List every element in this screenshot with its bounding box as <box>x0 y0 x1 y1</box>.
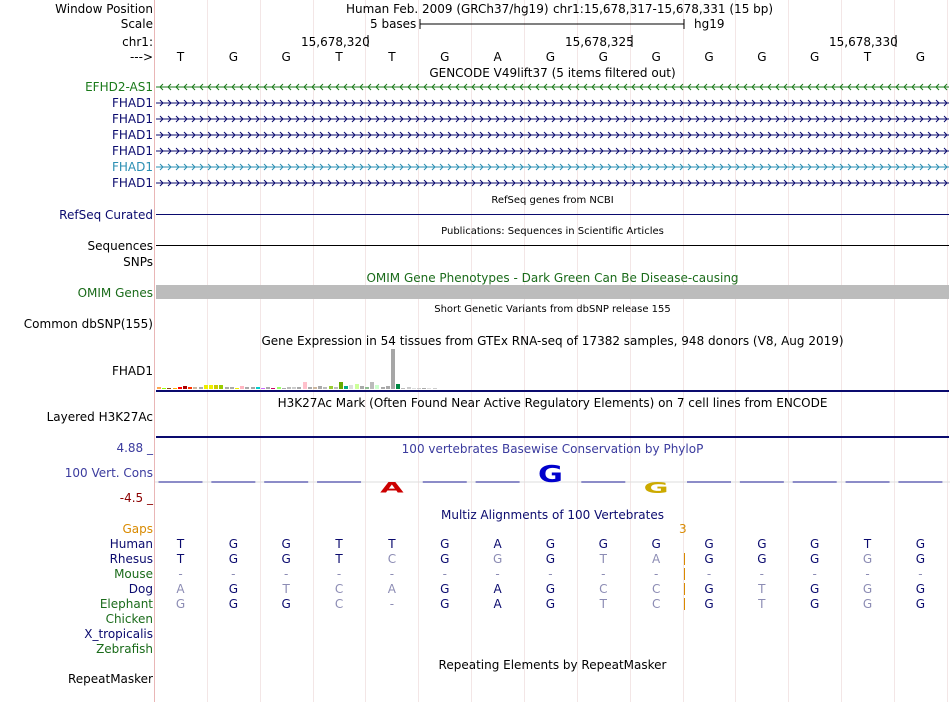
gtex-tissue-bar[interactable] <box>162 388 166 389</box>
gtex-track-title[interactable]: Gene Expression in 54 tissues from GTEx RNA-seq of 17382 samples, 948 donors (V8, Aug 2019) <box>261 334 844 348</box>
gtex-tissue-bar[interactable] <box>271 388 275 389</box>
alignment-base: G <box>228 597 238 611</box>
reference-base: T <box>388 50 396 64</box>
multiz-track-title[interactable]: Multiz Alignments of 100 Vertebrates <box>440 508 665 522</box>
gencode-transcript-line[interactable] <box>156 162 949 172</box>
window-position-label: Window Position <box>55 2 153 16</box>
gencode-item-label[interactable]: FHAD1 <box>111 144 153 158</box>
gtex-track-label[interactable]: FHAD1 <box>111 364 153 378</box>
h3k27ac-track-label[interactable]: Layered H3K27Ac <box>46 410 153 424</box>
alignment-base: - <box>812 567 817 581</box>
gtex-tissue-bar[interactable] <box>360 386 364 389</box>
alignment-base: - <box>918 567 923 581</box>
gtex-tissue-bar[interactable] <box>287 387 291 389</box>
alignment-base: G <box>862 552 873 566</box>
gtex-tissue-bar[interactable] <box>157 387 161 389</box>
gtex-tissue-bar[interactable] <box>313 387 317 389</box>
gtex-tissue-bar[interactable] <box>355 384 359 389</box>
gtex-tissue-bar[interactable] <box>183 386 187 389</box>
alignment-base: C <box>334 597 344 611</box>
gtex-tissue-bar[interactable] <box>214 385 218 389</box>
alignment-base: G <box>810 537 820 551</box>
alignment-base: G <box>545 537 556 551</box>
alignment-base: G <box>704 537 714 551</box>
phylop-score-mark[interactable] <box>264 481 308 483</box>
gtex-tissue-bar[interactable] <box>396 384 400 389</box>
gtex-tissue-bar[interactable] <box>433 388 437 389</box>
reference-base: G <box>810 50 820 64</box>
alignment-base: T <box>599 552 607 566</box>
species-label[interactable]: Human <box>109 537 153 551</box>
alignment-base: G <box>440 537 450 551</box>
insertion-marker <box>684 598 685 610</box>
gencode-item-label[interactable]: FHAD1 <box>111 112 153 126</box>
gtex-tissue-bar[interactable] <box>199 387 203 389</box>
insertion-marker <box>684 583 685 595</box>
repeatmasker-track-title[interactable]: Repeating Elements by RepeatMasker <box>438 658 667 672</box>
position-readout: chr1:15,678,317-15,678,331 (15 bp) <box>553 2 774 16</box>
gencode-transcript-line[interactable] <box>156 146 949 156</box>
reference-base: T <box>863 50 872 64</box>
alignment-base: - <box>389 567 395 581</box>
gtex-tissue-bar[interactable] <box>245 387 249 389</box>
gencode-track-title[interactable]: GENCODE V49lift37 (5 items filtered out) <box>429 66 676 80</box>
alignment-base: G <box>545 582 556 596</box>
alignment-base: - <box>336 567 342 581</box>
alignment-base: C <box>334 582 344 596</box>
gencode-item-label[interactable]: EFHD2-AS1 <box>85 80 153 94</box>
alignment-base: G <box>704 552 714 566</box>
insertion-marker <box>684 568 685 580</box>
phylop-conservation-plot[interactable] <box>155 452 950 512</box>
species-label[interactable]: Mouse <box>114 567 153 581</box>
species-label[interactable]: Zebrafish <box>96 642 153 656</box>
alignment-base: A <box>493 582 502 596</box>
gtex-tissue-bar[interactable] <box>167 388 171 389</box>
alignment-base: C <box>651 597 661 611</box>
publications-track-label[interactable]: Sequences <box>87 239 153 253</box>
snps-track-label[interactable]: SNPs <box>123 255 153 269</box>
species-label[interactable]: X_tropicalis <box>84 627 153 641</box>
gtex-tissue-bar[interactable] <box>188 387 192 389</box>
gtex-tissue-bar[interactable] <box>417 388 421 389</box>
alignment-base: G <box>757 552 767 566</box>
phylop-score-mark[interactable] <box>898 481 942 483</box>
alignment-base: C <box>599 582 608 596</box>
alignment-base: T <box>335 537 343 551</box>
alignment-base: G <box>281 552 291 566</box>
phylop-score-mark[interactable]: A <box>380 479 404 496</box>
alignment-base: G <box>810 597 820 611</box>
alignment-base: G <box>440 597 450 611</box>
gtex-tissue-bar[interactable] <box>349 385 353 389</box>
alignment-base: - <box>601 567 606 581</box>
alignment-base: A <box>493 537 502 551</box>
dbsnp-track-label[interactable]: Common dbSNP(155) <box>23 317 153 331</box>
reference-base: G <box>704 50 714 64</box>
phylop-track-title[interactable]: 100 vertebrates Basewise Conservation by PhyloP <box>401 442 704 456</box>
omim-gene-bar[interactable] <box>156 285 949 299</box>
gencode-item-label[interactable]: FHAD1 <box>111 160 153 174</box>
alignment-base: T <box>758 582 766 596</box>
h3k27ac-signal-line <box>156 436 949 438</box>
phylop-score-mark[interactable]: G <box>537 461 563 488</box>
gtex-tissue-bar[interactable] <box>365 387 369 389</box>
gaps-label: Gaps <box>122 522 153 536</box>
gtex-tissue-bar[interactable] <box>401 388 405 389</box>
h3k27ac-track-title[interactable]: H3K27Ac Mark (Often Found Near Active Regulatory Elements) on 7 cell lines from ENCODE <box>277 396 828 410</box>
alignment-base: - <box>759 567 765 581</box>
gtex-tissue-bar[interactable] <box>381 387 385 389</box>
phylop-score-mark[interactable] <box>476 481 520 483</box>
phylop-score-mark[interactable] <box>423 481 467 483</box>
gencode-transcript-line[interactable] <box>156 178 949 188</box>
alignment-base: G <box>440 582 450 596</box>
alignment-base: G <box>915 582 926 596</box>
phylop-score-mark[interactable] <box>846 481 890 483</box>
alignment-base: T <box>176 552 185 566</box>
phylop-score-mark[interactable] <box>317 481 361 483</box>
omim-track-label[interactable]: OMIM Genes <box>77 286 153 300</box>
alignment-base: T <box>758 597 766 611</box>
alignment-base: G <box>757 537 767 551</box>
gencode-transcript-line[interactable] <box>156 130 949 140</box>
alignment-base: G <box>915 552 926 566</box>
gtex-tissue-bar[interactable] <box>256 387 260 389</box>
label-track-divider <box>154 0 155 702</box>
phylop-score-mark[interactable] <box>211 481 255 483</box>
alignment-base: C <box>651 582 661 596</box>
gtex-tissue-bar[interactable] <box>193 387 197 389</box>
alignment-base: - <box>706 567 712 581</box>
gtex-tissue-bar[interactable] <box>225 387 229 389</box>
scale-label: Scale <box>120 17 153 31</box>
reference-base: T <box>176 50 185 64</box>
alignment-base: T <box>599 597 607 611</box>
species-label[interactable]: Dog <box>128 582 153 596</box>
strand-label: ---> <box>129 50 153 64</box>
alignment-base: G <box>175 597 186 611</box>
reference-base: G <box>228 50 238 64</box>
gtex-tissue-bar[interactable] <box>292 387 296 389</box>
alignment-base: G <box>492 552 503 566</box>
alignment-base: - <box>495 567 500 581</box>
species-label[interactable]: Elephant <box>99 597 153 611</box>
omim-track-title[interactable]: OMIM Gene Phenotypes - Dark Green Can Be Disease-causing <box>366 271 739 285</box>
gtex-tissue-bar[interactable] <box>375 385 379 389</box>
phylop-score-mark[interactable] <box>687 481 731 483</box>
phylop-ymax: 4.88 _ <box>116 441 153 455</box>
alignment-base: - <box>442 567 447 581</box>
gencode-item-label[interactable]: FHAD1 <box>111 96 153 110</box>
gencode-transcript-line[interactable] <box>156 114 949 124</box>
publications-track-line <box>156 245 949 246</box>
alignment-base: - <box>284 567 289 581</box>
alignment-base: G <box>228 537 238 551</box>
gtex-tissue-bar[interactable] <box>318 386 322 389</box>
species-label[interactable]: Chicken <box>105 612 153 626</box>
gtex-tissue-bar[interactable] <box>219 385 223 389</box>
alignment-base: G <box>810 582 820 596</box>
alignment-base: G <box>704 582 714 596</box>
reference-base: G <box>440 50 450 64</box>
assembly-label: Human Feb. 2009 (GRCh37/hg19) <box>346 2 549 16</box>
alignment-base: G <box>545 597 556 611</box>
gtex-tissue-bar[interactable] <box>261 388 265 389</box>
alignment-base: A <box>387 582 396 596</box>
reference-base: G <box>545 50 556 64</box>
alignment-base: C <box>387 552 397 566</box>
gtex-tissue-bar[interactable] <box>230 387 234 389</box>
reference-base: G <box>915 50 926 64</box>
gtex-tissue-bar[interactable] <box>266 387 270 389</box>
alignment-base: T <box>282 582 290 596</box>
gtex-tissue-bar[interactable] <box>282 388 286 389</box>
reference-base: G <box>281 50 291 64</box>
alignment-base: T <box>863 537 872 551</box>
phylop-track-label[interactable]: 100 Vert. Cons <box>64 466 153 480</box>
gtex-tissue-bar[interactable] <box>422 388 426 389</box>
gtex-tissue-bar[interactable] <box>344 386 348 389</box>
alignment-base: G <box>810 552 820 566</box>
alignment-base: G <box>862 597 873 611</box>
alignment-base: T <box>176 537 185 551</box>
reference-base: T <box>335 50 343 64</box>
alignment-base: G <box>440 552 450 566</box>
alignment-base: G <box>545 552 556 566</box>
phylop-score-mark[interactable] <box>793 481 837 483</box>
alignment-base: G <box>228 552 238 566</box>
chrom-label: chr1: <box>122 35 153 49</box>
gtex-tissue-bar[interactable] <box>235 388 239 389</box>
gtex-tissue-bar[interactable] <box>209 385 213 389</box>
gtex-tissue-bar[interactable] <box>329 386 333 389</box>
gencode-item-label[interactable]: FHAD1 <box>111 176 153 190</box>
gtex-tissue-bar[interactable] <box>277 387 281 389</box>
alignment-base: - <box>178 567 183 581</box>
tick-label: 15,678,330 <box>829 35 898 49</box>
alignment-base: A <box>176 582 185 596</box>
alignment-base: - <box>653 567 659 581</box>
gtex-tissue-bar[interactable] <box>334 387 338 389</box>
alignment-base: G <box>704 597 714 611</box>
gtex-tissue-bar[interactable] <box>427 388 431 389</box>
phylop-ymin: -4.5 _ <box>119 491 153 505</box>
gtex-tissue-bar[interactable] <box>339 382 343 389</box>
reference-base: G <box>598 50 608 64</box>
alignment-base: G <box>915 597 926 611</box>
alignment-base: - <box>389 597 395 611</box>
alignment-base: - <box>865 567 870 581</box>
gap-marker: 3 <box>679 522 687 536</box>
gtex-tissue-bar[interactable] <box>308 387 312 389</box>
gtex-tissue-bar[interactable] <box>407 387 411 389</box>
phylop-score-mark[interactable] <box>740 481 784 483</box>
gencode-item-label[interactable]: FHAD1 <box>111 128 153 142</box>
gtex-tissue-bar[interactable] <box>303 382 307 389</box>
refseq-track-line <box>156 214 949 215</box>
gtex-tissue-bar[interactable] <box>178 387 182 389</box>
gtex-tissue-bar[interactable] <box>370 382 374 389</box>
insertion-marker <box>684 553 685 565</box>
gtex-tissue-bar[interactable] <box>386 386 390 389</box>
scale-value: 5 bases <box>370 17 417 31</box>
dbsnp-track-title[interactable]: Short Genetic Variants from dbSNP release 155 <box>434 304 671 315</box>
species-label[interactable]: Rhesus <box>109 552 153 566</box>
gencode-transcript-line[interactable] <box>156 98 949 108</box>
scale-db: hg19 <box>694 17 725 31</box>
gencode-transcript-line[interactable] <box>156 82 949 92</box>
alignment-base: - <box>548 567 553 581</box>
alignment-base: T <box>335 552 343 566</box>
refseq-track-label[interactable]: RefSeq Curated <box>59 208 153 222</box>
alignment-base: - <box>231 567 236 581</box>
gtex-tissue-bar[interactable] <box>412 388 416 389</box>
alignment-base: G <box>651 537 661 551</box>
tick-label: 15,678,325 <box>565 35 634 49</box>
refseq-track-title[interactable]: RefSeq genes from NCBI <box>491 195 614 206</box>
alignment-base: A <box>652 552 661 566</box>
gtex-gene-line <box>156 390 949 392</box>
alignment-base: G <box>915 537 926 551</box>
reference-base: A <box>493 50 502 64</box>
gtex-tissue-bar[interactable] <box>297 387 301 389</box>
alignment-base: G <box>281 597 291 611</box>
gtex-tissue-bar[interactable] <box>204 385 208 389</box>
phylop-score-mark[interactable] <box>581 481 625 483</box>
reference-base: G <box>757 50 767 64</box>
alignment-base: G <box>598 537 608 551</box>
tick-label: 15,678,320 <box>301 35 370 49</box>
alignment-base: G <box>228 582 238 596</box>
alignment-base: G <box>862 582 873 596</box>
phylop-score-mark[interactable] <box>159 481 203 483</box>
alignment-base: G <box>281 537 291 551</box>
gtex-tissue-bar[interactable] <box>251 387 255 389</box>
gtex-tissue-bar[interactable] <box>323 387 327 389</box>
gtex-tissue-bar[interactable] <box>391 349 395 389</box>
repeatmasker-track-label[interactable]: RepeatMasker <box>67 672 153 686</box>
alignment-base: A <box>493 597 502 611</box>
reference-base: G <box>651 50 661 64</box>
gtex-tissue-bar[interactable] <box>173 388 177 389</box>
publications-track-title[interactable]: Publications: Sequences in Scientific Articles <box>441 226 664 237</box>
phylop-score-mark[interactable]: G <box>643 479 669 497</box>
gtex-tissue-bar[interactable] <box>240 386 244 389</box>
alignment-base: T <box>388 537 396 551</box>
